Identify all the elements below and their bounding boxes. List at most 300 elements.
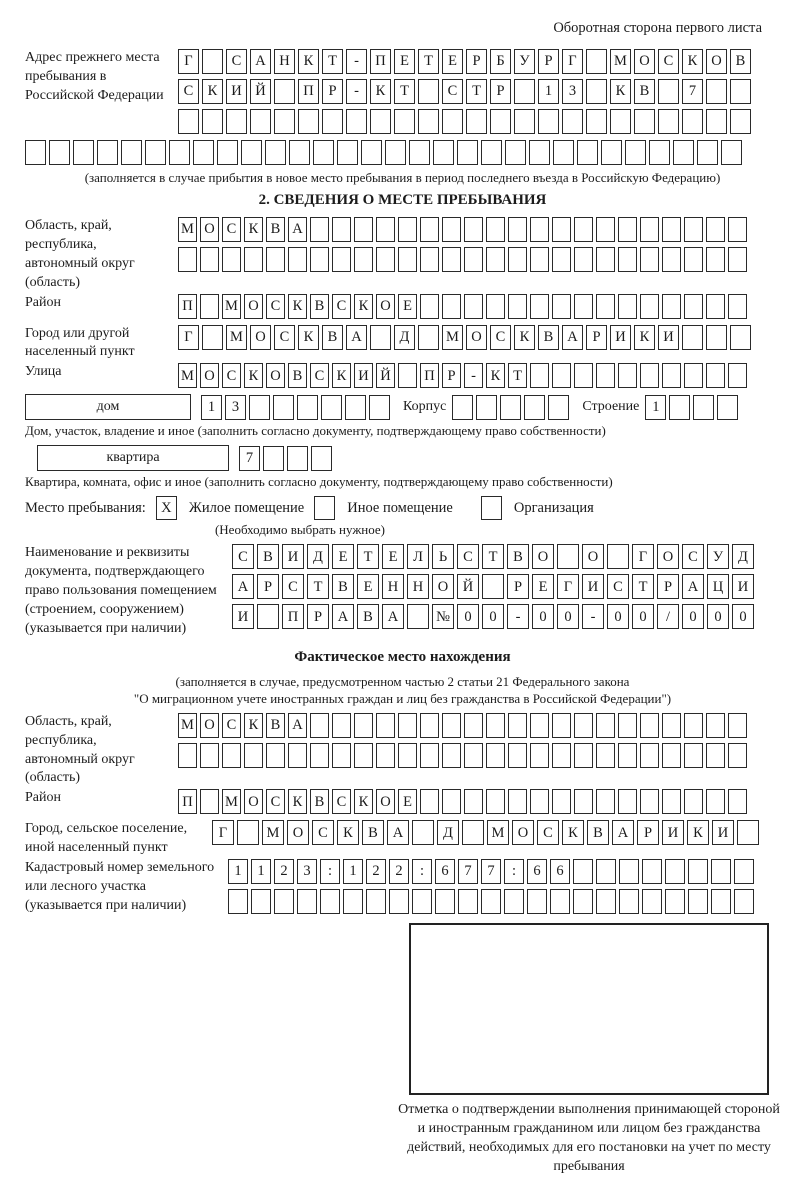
char-cell[interactable]: Н — [382, 574, 404, 599]
char-cell[interactable] — [508, 294, 527, 319]
char-cell[interactable]: А — [612, 820, 634, 845]
char-cell[interactable]: О — [200, 713, 219, 738]
char-cell[interactable] — [241, 140, 262, 165]
char-cell[interactable]: К — [610, 79, 631, 104]
char-cell[interactable] — [370, 325, 391, 350]
char-cell[interactable] — [464, 294, 483, 319]
char-cell[interactable] — [711, 889, 731, 914]
char-cell[interactable] — [226, 109, 247, 134]
char-cell[interactable] — [524, 395, 545, 420]
char-cell[interactable]: П — [178, 789, 197, 814]
char-cell[interactable] — [486, 789, 505, 814]
char-cell[interactable]: У — [514, 49, 535, 74]
char-cell[interactable] — [552, 247, 571, 272]
char-cell[interactable] — [354, 743, 373, 768]
char-cell[interactable] — [200, 789, 219, 814]
char-cell[interactable]: П — [282, 604, 304, 629]
char-cell[interactable]: М — [178, 217, 197, 242]
char-cell[interactable]: № — [432, 604, 454, 629]
char-cell[interactable] — [418, 109, 439, 134]
char-cell[interactable] — [274, 889, 294, 914]
char-cell[interactable] — [346, 109, 367, 134]
char-cell[interactable] — [481, 140, 502, 165]
char-cell[interactable] — [481, 889, 501, 914]
char-cell[interactable]: М — [222, 789, 241, 814]
char-cell[interactable]: М — [178, 713, 197, 738]
char-cell[interactable] — [420, 294, 439, 319]
char-cell[interactable] — [222, 247, 241, 272]
char-cell[interactable]: К — [682, 49, 703, 74]
char-cell[interactable] — [658, 109, 679, 134]
char-cell[interactable] — [505, 140, 526, 165]
char-cell[interactable] — [273, 395, 294, 420]
char-cell[interactable]: 6 — [527, 859, 547, 884]
char-cell[interactable]: Д — [732, 544, 754, 569]
char-cell[interactable] — [640, 363, 659, 388]
char-cell[interactable] — [717, 395, 738, 420]
char-cell[interactable] — [442, 294, 461, 319]
char-cell[interactable]: Н — [407, 574, 429, 599]
char-cell[interactable]: В — [357, 604, 379, 629]
char-cell[interactable]: К — [634, 325, 655, 350]
char-cell[interactable]: Е — [442, 49, 463, 74]
char-cell[interactable] — [250, 109, 271, 134]
char-cell[interactable] — [310, 217, 329, 242]
char-cell[interactable] — [310, 247, 329, 272]
char-cell[interactable]: 2 — [366, 859, 386, 884]
char-cell[interactable] — [251, 889, 271, 914]
char-cell[interactable]: К — [288, 789, 307, 814]
char-cell[interactable]: В — [310, 789, 329, 814]
char-cell[interactable] — [200, 294, 219, 319]
char-cell[interactable] — [697, 140, 718, 165]
char-cell[interactable]: Р — [466, 49, 487, 74]
char-cell[interactable] — [618, 743, 637, 768]
char-cell[interactable]: А — [250, 49, 271, 74]
char-cell[interactable] — [464, 789, 483, 814]
char-cell[interactable]: В — [730, 49, 751, 74]
char-cell[interactable]: : — [412, 859, 432, 884]
char-cell[interactable]: А — [387, 820, 409, 845]
char-cell[interactable]: 0 — [482, 604, 504, 629]
char-cell[interactable] — [370, 109, 391, 134]
char-cell[interactable]: Ц — [707, 574, 729, 599]
char-cell[interactable]: О — [466, 325, 487, 350]
char-cell[interactable] — [684, 743, 703, 768]
char-cell[interactable] — [607, 544, 629, 569]
char-cell[interactable] — [442, 217, 461, 242]
char-cell[interactable] — [711, 859, 731, 884]
char-cell[interactable]: С — [222, 713, 241, 738]
char-cell[interactable]: Д — [394, 325, 415, 350]
char-cell[interactable] — [202, 325, 223, 350]
char-cell[interactable] — [596, 294, 615, 319]
char-cell[interactable] — [574, 363, 593, 388]
char-cell[interactable] — [244, 743, 263, 768]
char-cell[interactable]: В — [310, 294, 329, 319]
char-cell[interactable] — [237, 820, 259, 845]
char-cell[interactable] — [376, 217, 395, 242]
char-cell[interactable]: А — [382, 604, 404, 629]
char-cell[interactable] — [366, 889, 386, 914]
char-cell[interactable] — [634, 109, 655, 134]
char-cell[interactable] — [706, 789, 725, 814]
char-cell[interactable] — [178, 109, 199, 134]
char-cell[interactable] — [706, 325, 727, 350]
char-cell[interactable] — [665, 859, 685, 884]
char-cell[interactable]: Т — [482, 544, 504, 569]
char-cell[interactable]: Б — [490, 49, 511, 74]
char-cell[interactable] — [530, 294, 549, 319]
char-cell[interactable]: С — [282, 574, 304, 599]
char-cell[interactable]: Г — [178, 49, 199, 74]
char-cell[interactable] — [418, 325, 439, 350]
char-cell[interactable]: К — [354, 789, 373, 814]
char-cell[interactable]: В — [507, 544, 529, 569]
char-cell[interactable] — [376, 743, 395, 768]
char-cell[interactable] — [550, 889, 570, 914]
char-cell[interactable] — [618, 713, 637, 738]
char-cell[interactable]: А — [332, 604, 354, 629]
char-cell[interactable]: М — [178, 363, 197, 388]
char-cell[interactable] — [530, 363, 549, 388]
char-cell[interactable]: Р — [307, 604, 329, 629]
char-cell[interactable] — [49, 140, 70, 165]
char-cell[interactable]: С — [537, 820, 559, 845]
char-cell[interactable]: С — [332, 789, 351, 814]
char-cell[interactable]: 1 — [251, 859, 271, 884]
char-cell[interactable] — [332, 743, 351, 768]
char-cell[interactable]: П — [178, 294, 197, 319]
char-cell[interactable]: К — [202, 79, 223, 104]
char-cell[interactable] — [574, 247, 593, 272]
char-cell[interactable] — [412, 889, 432, 914]
char-cell[interactable]: Й — [250, 79, 271, 104]
char-cell[interactable] — [640, 713, 659, 738]
char-cell[interactable] — [398, 217, 417, 242]
char-cell[interactable]: Е — [382, 544, 404, 569]
char-cell[interactable]: 1 — [538, 79, 559, 104]
char-cell[interactable]: 0 — [707, 604, 729, 629]
char-cell[interactable] — [640, 743, 659, 768]
char-cell[interactable] — [596, 363, 615, 388]
char-cell[interactable] — [662, 743, 681, 768]
char-cell[interactable]: К — [514, 325, 535, 350]
char-cell[interactable]: Т — [322, 49, 343, 74]
char-cell[interactable] — [728, 743, 747, 768]
char-cell[interactable] — [574, 294, 593, 319]
char-cell[interactable]: Й — [457, 574, 479, 599]
char-cell[interactable]: Р — [442, 363, 461, 388]
char-cell[interactable]: 7 — [458, 859, 478, 884]
char-cell[interactable] — [514, 79, 535, 104]
char-cell[interactable]: С — [490, 325, 511, 350]
char-cell[interactable] — [361, 140, 382, 165]
char-cell[interactable]: - — [507, 604, 529, 629]
char-cell[interactable] — [577, 140, 598, 165]
char-cell[interactable]: В — [322, 325, 343, 350]
char-cell[interactable] — [398, 713, 417, 738]
char-cell[interactable]: С — [682, 544, 704, 569]
char-cell[interactable]: Р — [257, 574, 279, 599]
char-cell[interactable] — [684, 789, 703, 814]
char-cell[interactable] — [369, 395, 390, 420]
char-cell[interactable] — [297, 395, 318, 420]
char-cell[interactable]: К — [288, 294, 307, 319]
char-cell[interactable] — [354, 713, 373, 738]
char-cell[interactable]: Т — [466, 79, 487, 104]
char-cell[interactable] — [688, 859, 708, 884]
char-cell[interactable]: 1 — [645, 395, 666, 420]
char-cell[interactable] — [684, 247, 703, 272]
char-cell[interactable] — [530, 217, 549, 242]
char-cell[interactable]: Р — [637, 820, 659, 845]
char-cell[interactable]: И — [662, 820, 684, 845]
char-cell[interactable] — [442, 109, 463, 134]
char-cell[interactable]: - — [346, 79, 367, 104]
char-cell[interactable]: П — [420, 363, 439, 388]
char-cell[interactable]: О — [244, 789, 263, 814]
char-cell[interactable] — [721, 140, 742, 165]
char-cell[interactable] — [457, 140, 478, 165]
char-cell[interactable]: Г — [562, 49, 583, 74]
char-cell[interactable] — [420, 217, 439, 242]
char-cell[interactable]: В — [257, 544, 279, 569]
char-cell[interactable]: С — [266, 789, 285, 814]
char-cell[interactable]: / — [657, 604, 679, 629]
char-cell[interactable] — [601, 140, 622, 165]
char-cell[interactable] — [734, 859, 754, 884]
char-cell[interactable] — [728, 294, 747, 319]
char-cell[interactable] — [673, 140, 694, 165]
char-cell[interactable]: Н — [274, 49, 295, 74]
char-cell[interactable] — [640, 294, 659, 319]
char-cell[interactable] — [398, 743, 417, 768]
char-cell[interactable] — [706, 109, 727, 134]
char-cell[interactable] — [298, 109, 319, 134]
char-cell[interactable]: 1 — [201, 395, 222, 420]
char-cell[interactable] — [552, 294, 571, 319]
char-cell[interactable] — [145, 140, 166, 165]
char-cell[interactable] — [343, 889, 363, 914]
char-cell[interactable] — [586, 79, 607, 104]
char-cell[interactable]: И — [582, 574, 604, 599]
char-cell[interactable] — [684, 217, 703, 242]
char-cell[interactable]: С — [226, 49, 247, 74]
char-cell[interactable] — [466, 109, 487, 134]
char-cell[interactable]: В — [587, 820, 609, 845]
char-cell[interactable]: С — [658, 49, 679, 74]
char-cell[interactable]: И — [712, 820, 734, 845]
char-cell[interactable] — [288, 247, 307, 272]
char-cell[interactable] — [574, 789, 593, 814]
char-cell[interactable] — [442, 713, 461, 738]
char-cell[interactable] — [433, 140, 454, 165]
char-cell[interactable] — [508, 713, 527, 738]
char-cell[interactable]: И — [226, 79, 247, 104]
char-cell[interactable] — [482, 574, 504, 599]
char-cell[interactable]: Р — [586, 325, 607, 350]
char-cell[interactable]: М — [442, 325, 463, 350]
char-cell[interactable] — [486, 247, 505, 272]
char-cell[interactable] — [332, 217, 351, 242]
char-cell[interactable]: О — [532, 544, 554, 569]
char-cell[interactable] — [486, 217, 505, 242]
char-cell[interactable]: К — [332, 363, 351, 388]
checkbox-inoe[interactable] — [314, 496, 335, 520]
char-cell[interactable] — [222, 743, 241, 768]
char-cell[interactable] — [586, 109, 607, 134]
char-cell[interactable]: К — [244, 713, 263, 738]
char-cell[interactable] — [706, 713, 725, 738]
char-cell[interactable] — [287, 446, 308, 471]
char-cell[interactable]: К — [562, 820, 584, 845]
char-cell[interactable] — [500, 395, 521, 420]
char-cell[interactable]: В — [362, 820, 384, 845]
char-cell[interactable] — [121, 140, 142, 165]
char-cell[interactable] — [420, 743, 439, 768]
char-cell[interactable]: А — [562, 325, 583, 350]
char-cell[interactable] — [737, 820, 759, 845]
char-cell[interactable] — [527, 889, 547, 914]
char-cell[interactable] — [504, 889, 524, 914]
char-cell[interactable]: 0 — [557, 604, 579, 629]
char-cell[interactable]: В — [288, 363, 307, 388]
char-cell[interactable]: М — [226, 325, 247, 350]
char-cell[interactable]: 1 — [228, 859, 248, 884]
char-cell[interactable]: 2 — [274, 859, 294, 884]
char-cell[interactable] — [435, 889, 455, 914]
char-cell[interactable]: В — [266, 217, 285, 242]
char-cell[interactable] — [552, 363, 571, 388]
char-cell[interactable] — [552, 743, 571, 768]
char-cell[interactable]: И — [232, 604, 254, 629]
char-cell[interactable] — [354, 217, 373, 242]
char-cell[interactable]: С — [232, 544, 254, 569]
char-cell[interactable]: 0 — [532, 604, 554, 629]
char-cell[interactable]: С — [222, 217, 241, 242]
char-cell[interactable] — [662, 363, 681, 388]
char-cell[interactable]: И — [282, 544, 304, 569]
char-cell[interactable]: К — [244, 363, 263, 388]
char-cell[interactable]: О — [200, 363, 219, 388]
char-cell[interactable]: И — [732, 574, 754, 599]
char-cell[interactable] — [530, 713, 549, 738]
char-cell[interactable]: Г — [557, 574, 579, 599]
char-cell[interactable]: Р — [322, 79, 343, 104]
char-cell[interactable]: Т — [418, 49, 439, 74]
char-cell[interactable]: - — [346, 49, 367, 74]
char-cell[interactable]: Р — [490, 79, 511, 104]
char-cell[interactable]: Л — [407, 544, 429, 569]
char-cell[interactable] — [530, 789, 549, 814]
char-cell[interactable]: 0 — [732, 604, 754, 629]
char-cell[interactable] — [649, 140, 670, 165]
char-cell[interactable]: О — [376, 789, 395, 814]
char-cell[interactable] — [662, 247, 681, 272]
char-cell[interactable] — [458, 889, 478, 914]
char-cell[interactable] — [407, 604, 429, 629]
char-cell[interactable]: 7 — [239, 446, 260, 471]
char-cell[interactable]: С — [607, 574, 629, 599]
char-cell[interactable] — [385, 140, 406, 165]
char-cell[interactable]: О — [287, 820, 309, 845]
char-cell[interactable] — [574, 713, 593, 738]
char-cell[interactable]: В — [332, 574, 354, 599]
char-cell[interactable] — [552, 713, 571, 738]
char-cell[interactable] — [665, 889, 685, 914]
char-cell[interactable]: Т — [632, 574, 654, 599]
char-cell[interactable] — [728, 247, 747, 272]
char-cell[interactable] — [596, 859, 616, 884]
char-cell[interactable]: Е — [332, 544, 354, 569]
char-cell[interactable]: Р — [507, 574, 529, 599]
char-cell[interactable]: 7 — [682, 79, 703, 104]
char-cell[interactable] — [310, 743, 329, 768]
char-cell[interactable]: Е — [532, 574, 554, 599]
char-cell[interactable] — [193, 140, 214, 165]
char-cell[interactable]: С — [442, 79, 463, 104]
char-cell[interactable]: 6 — [550, 859, 570, 884]
char-cell[interactable] — [244, 247, 263, 272]
char-cell[interactable] — [573, 889, 593, 914]
char-cell[interactable] — [618, 217, 637, 242]
char-cell[interactable]: О — [657, 544, 679, 569]
char-cell[interactable]: Т — [307, 574, 329, 599]
char-cell[interactable]: 3 — [562, 79, 583, 104]
char-cell[interactable]: О — [634, 49, 655, 74]
char-cell[interactable]: Г — [212, 820, 234, 845]
char-cell[interactable]: 6 — [435, 859, 455, 884]
char-cell[interactable] — [337, 140, 358, 165]
char-cell[interactable] — [332, 247, 351, 272]
char-cell[interactable] — [200, 743, 219, 768]
char-cell[interactable]: 2 — [389, 859, 409, 884]
char-cell[interactable]: У — [707, 544, 729, 569]
char-cell[interactable]: О — [706, 49, 727, 74]
char-cell[interactable]: Т — [508, 363, 527, 388]
char-cell[interactable] — [684, 363, 703, 388]
char-cell[interactable] — [586, 49, 607, 74]
char-cell[interactable] — [266, 247, 285, 272]
char-cell[interactable]: Е — [398, 789, 417, 814]
char-cell[interactable] — [313, 140, 334, 165]
char-cell[interactable]: Р — [538, 49, 559, 74]
char-cell[interactable]: 3 — [297, 859, 317, 884]
char-cell[interactable] — [420, 789, 439, 814]
char-cell[interactable]: Т — [357, 544, 379, 569]
char-cell[interactable] — [398, 247, 417, 272]
char-cell[interactable]: 0 — [682, 604, 704, 629]
char-cell[interactable] — [217, 140, 238, 165]
char-cell[interactable] — [288, 743, 307, 768]
char-cell[interactable]: : — [320, 859, 340, 884]
char-cell[interactable]: С — [274, 325, 295, 350]
char-cell[interactable] — [202, 109, 223, 134]
char-cell[interactable] — [452, 395, 473, 420]
char-cell[interactable]: К — [337, 820, 359, 845]
char-cell[interactable]: 0 — [457, 604, 479, 629]
char-cell[interactable] — [538, 109, 559, 134]
char-cell[interactable] — [418, 79, 439, 104]
char-cell[interactable] — [464, 247, 483, 272]
char-cell[interactable] — [596, 247, 615, 272]
char-cell[interactable]: О — [200, 217, 219, 242]
char-cell[interactable] — [257, 604, 279, 629]
char-cell[interactable] — [508, 247, 527, 272]
char-cell[interactable] — [249, 395, 270, 420]
char-cell[interactable] — [728, 217, 747, 242]
